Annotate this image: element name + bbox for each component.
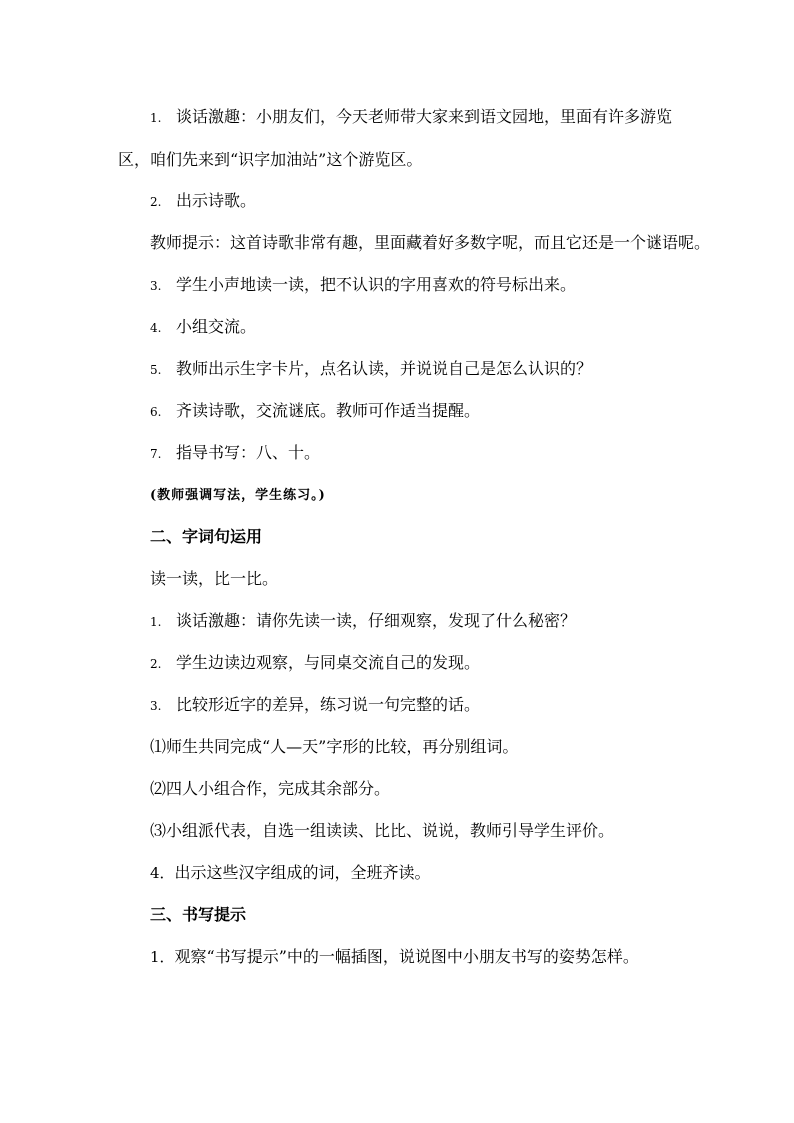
paragraph-text: 学生边读边观察，与同桌交流自己的发现。	[176, 653, 481, 672]
paragraph-line	[150, 107, 672, 128]
paragraph-text: 小组交流。	[176, 317, 257, 336]
list-number: 4．	[150, 864, 175, 882]
section-heading	[150, 905, 246, 925]
paragraph-text: 学生小声地读一读，把不认识的字用喜欢的符号标出来。	[176, 275, 577, 294]
paragraph-line	[150, 821, 614, 841]
paragraph-line	[150, 695, 480, 716]
paragraph-line	[150, 359, 592, 380]
paragraph-note	[150, 486, 326, 506]
paragraph-text: 出示诗歌。	[176, 191, 257, 210]
paragraph-line	[150, 401, 480, 422]
paragraph-text: 出示这些汉字组成的词，全班齐读。	[174, 863, 431, 882]
section-heading	[150, 527, 262, 547]
paragraph-text: ⑵四人小组合作，完成其余部分。	[150, 779, 391, 798]
paragraph-text: 指导书写：八、十。	[176, 443, 321, 462]
paragraph-line	[150, 737, 518, 757]
paragraph-line	[118, 150, 422, 170]
list-number: 1.	[150, 615, 162, 629]
paragraph-text: 谈话激趣：请你先读一读，仔细观察，发现了什么秘密？	[176, 611, 577, 630]
paragraph-line	[150, 443, 320, 464]
paragraph-line	[150, 191, 256, 212]
paragraph-line	[150, 317, 256, 338]
list-number: 5.	[150, 363, 162, 377]
list-number: 1．	[150, 948, 175, 966]
paragraph-text: 教师提示：这首诗歌非常有趣，里面藏着好多数字呢，而且它还是一个谜语呢。	[150, 233, 711, 252]
paragraph-text: 读一读，比一比。	[150, 569, 279, 588]
paragraph-text: 比较形近字的差异，练习说一句完整的话。	[176, 695, 481, 714]
paragraph-line	[150, 653, 480, 674]
paragraph-text: 教师出示生字卡片，点名认读，并说说自己是怎么认识的？	[176, 359, 593, 378]
list-number: 3.	[150, 279, 162, 293]
paragraph-text: ⑶小组派代表，自选一组读读、比比、说说，教师引导学生评价。	[150, 821, 615, 840]
list-number: 7.	[150, 447, 162, 461]
list-number: 3.	[150, 699, 162, 713]
paragraph-line	[150, 947, 639, 967]
paragraph-line	[150, 779, 390, 799]
list-number: 4.	[150, 321, 162, 335]
paragraph-text: 谈话激趣：小朋友们，今天老师带大家来到语文园地，里面有许多游览	[176, 107, 673, 126]
paragraph-line	[150, 569, 278, 589]
list-number: 2.	[150, 195, 162, 209]
paragraph-line	[150, 233, 710, 253]
paragraph-line	[150, 275, 576, 296]
paragraph-text: (教师强调写法，学生练习。)	[150, 488, 326, 503]
section-heading-text: 三、书写提示	[150, 905, 247, 924]
paragraph-text: ⑴师生共同完成“人—天”字形的比较，再分别组词。	[150, 737, 519, 756]
paragraph-text: 观察“书写提示”中的一幅插图，说说图中小朋友书写的姿势怎样。	[174, 947, 639, 966]
list-number: 1.	[150, 111, 162, 125]
paragraph-text: 齐读诗歌，交流谜底。教师可作适当提醒。	[176, 401, 481, 420]
list-number: 2.	[150, 657, 162, 671]
section-heading-text: 二、字词句运用	[150, 527, 263, 546]
list-number: 6.	[150, 405, 162, 419]
paragraph-line	[150, 863, 431, 883]
paragraph-line	[150, 611, 576, 632]
paragraph-text: 区，咱们先来到“识字加油站”这个游览区。	[118, 150, 423, 169]
